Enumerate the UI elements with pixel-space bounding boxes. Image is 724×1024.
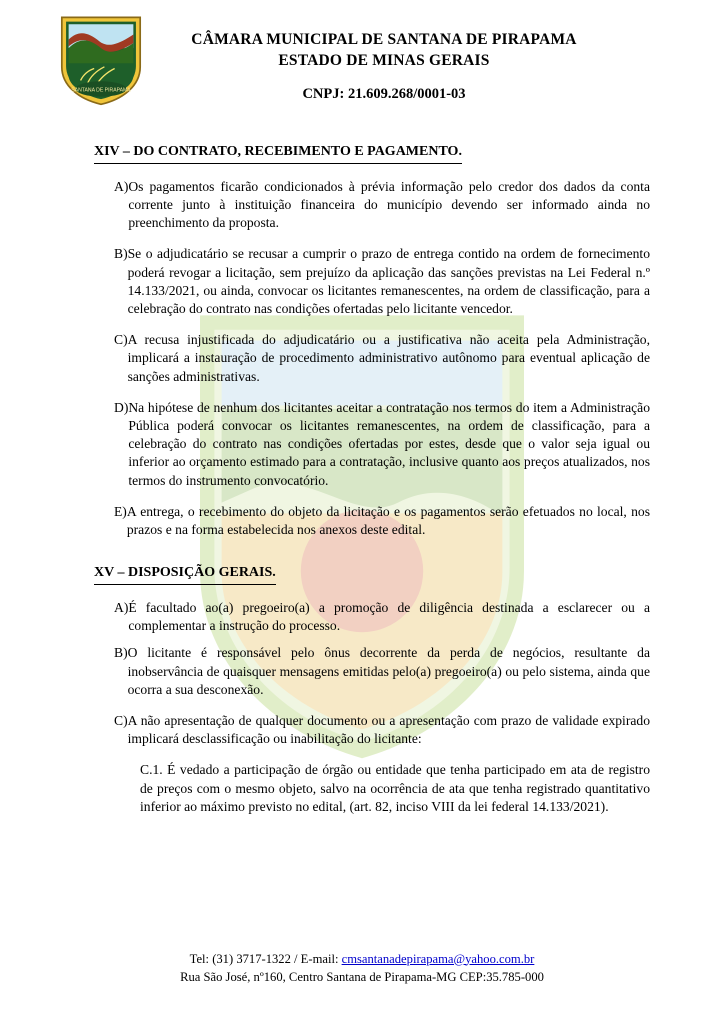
header-title-line2: ESTADO DE MINAS GERAIS [278,51,490,69]
clause-text: A não apresentação de qualquer documento ou a apresentação com prazo de validade expirado implicará desclassificação ou inabilitação do licitante: [127,712,650,747]
clause-marker: C) [114,712,128,728]
subclause-xv-c1: C.1. É vedado a participação de órgão ou entidade que tenha participado em ata de registro de preços com o mesmo objeto, salvo na ocorrência de ata que tenha registrado quantitativo inferior ao máximo previsto no edital, (art. 82, inciso VIII da lei federal 14.133/2021). [140,762,650,814]
clause-text: A entrega, o recebimento do objeto da licitação e os pagamentos serão efetuados no local, nos prazos e na forma estabelecida nos anexos deste edital. [126,503,650,537]
footer-address-line: Rua São José, nº160, Centro Santana de Pirapama-MG CEP:35.785-000 [180,969,544,984]
clause-xiv-c [96,331,650,386]
header-title-line1: CÂMARA MUNICIPAL DE SANTANA DE PIRAPAMA [191,31,577,48]
clause-text: É facultado ao(a) pregoeiro(a) a promoção de diligência destinada a esclarecer ou a complementar a instrução do processo. [128,599,650,634]
section-xv [94,563,650,599]
document-body [0,142,724,816]
clause-xiv-d [96,399,650,490]
svg-text:SANTANA DE PIRAPAMA: SANTANA DE PIRAPAMA [71,87,131,94]
footer-phone-label: Tel: (31) 3717-1322 / E-mail: [189,951,342,966]
document-header [0,0,724,106]
clause-text: Se o adjudicatário se recusar a cumprir o prazo de entrega contido na ordem de fornecimento poderá revogar a licitação, sem prejuízo da aplicação das sanções previstas na Lei Federal n.º 14.133/2021, ou ainda, convocar os licitantes remanescentes, na ordem de classificação, para a celebração do contrato nas condições ofertadas pelo licitante vencedor. [127,246,650,316]
clause-marker: A) [114,178,129,194]
clause-marker: B) [114,645,128,661]
clause-marker: C) [114,332,128,348]
section-xv-title: XV – DISPOSIÇÃO GERAIS. [94,564,276,585]
footer-email-link[interactable]: cmsantanadepirapama@yahoo.com.br [341,951,535,966]
clause-xiv-b [96,245,650,318]
document-footer [0,950,724,987]
coat-of-arms-icon [58,14,144,106]
clause-marker: D) [114,399,129,415]
clause-text: A recusa injustificada do adjudicatário ou a justificativa não aceita pela Administração, implicará a instauração de procedimento administrativo autônomo para eventual aplicação de sanções administrativas. [127,332,650,384]
section-xiv-title: XIV – DO CONTRATO, RECEBIMENTO E PAGAMENTO. [94,143,462,164]
clause-marker: E) [114,503,127,519]
clause-text: Os pagamentos ficarão condicionados à prévia informação pelo credor dos dados da conta corrente junto à instituição financeira do município devendo ser informado ainda no preenchimento da proposta. [128,178,650,231]
clause-text: O licitante é responsável pelo ônus decorrente da perda de negócios, resultante da inobservância de quaisquer mensagens emitidas pelo(a) pregoeiro(a) ou pelo sistema, ainda que ocorra a sua desconexão. [127,645,650,697]
header-cnpj: CNPJ: 21.609.268/0001-03 [302,85,466,102]
clause-xiv-a [96,178,650,233]
section-xiv [94,142,650,178]
clause-xv-b [96,644,650,699]
clause-text: Na hipótese de nenhum dos licitantes aceitar a contratação nos termos do item a Administração Pública poderá convocar os licitantes remanescentes, na ordem de classificação, para a celebração do contrato nas condições ofertadas por estes, desde que o valor seja igual ou inferior ao orçamento estimado para a contratação, inclusive quanto aos preços atualizados, nos termos do instrumento convocatório. [128,399,650,488]
clause-xv-c [96,712,650,748]
footer-contact-line [0,950,724,968]
clause-marker: B) [114,246,128,262]
clause-xiv-e [96,503,650,539]
clause-marker: A) [114,599,129,615]
clause-xv-a [96,599,650,635]
